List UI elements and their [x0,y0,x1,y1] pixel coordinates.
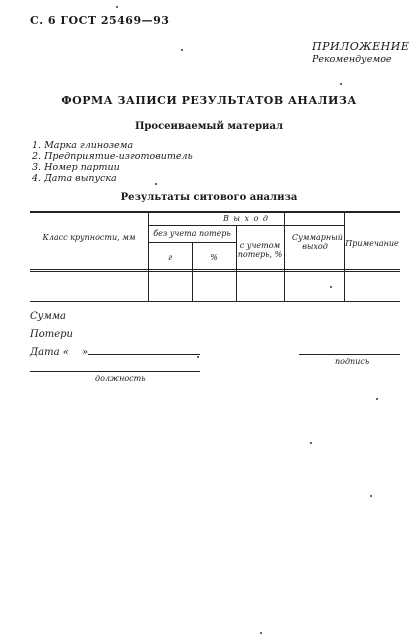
appendix-title: ПРИЛОЖЕНИЕ [312,40,410,53]
header-no-loss: без учета потерь [153,229,231,238]
position-line [30,371,200,372]
page-header: С. 6 ГОСТ 25469—93 [30,14,170,27]
scan-speck [155,183,157,185]
col-divider [192,242,193,302]
header-g: г [167,253,173,262]
date-close: » [82,347,89,358]
list-item: 3. Номер партии [32,162,120,173]
loss-label: Потери [30,329,73,340]
scan-speck [310,442,312,444]
form-title: ФОРМА ЗАПИСИ РЕЗУЛЬТАТОВ АНАЛИЗА [61,94,357,107]
table-title: Результаты ситового анализа [120,192,298,203]
signature-line [299,354,400,355]
scan-speck [330,286,332,288]
results-table [30,211,400,302]
position-label: должность [95,374,146,383]
header-with-loss: с учетом потерь, % [237,241,283,259]
col-divider [344,211,345,302]
sum-label: Сумма [30,311,66,322]
material-list [32,140,193,184]
col-divider [236,225,237,302]
list-item: 1. Марка глинозема [32,140,134,151]
scan-speck [340,83,342,85]
scan-speck [116,6,118,8]
signature-label: подпись [335,357,370,366]
material-heading: Просеиваемый материал [134,121,284,132]
scan-speck [376,398,378,400]
scan-speck [181,49,183,51]
appendix-subtitle: Рекомендуемое [312,54,392,65]
header-divider-1 [148,225,344,226]
scan-speck [370,495,372,497]
scan-speck [197,356,199,358]
scan-speck [260,632,262,634]
header-percent: % [210,253,218,262]
header-sum: Суммарный выход [292,233,343,251]
date-line [88,354,200,355]
list-item: 4. Дата выпуска [32,173,117,184]
list-item: 2. Предприятие-изготовитель [32,151,193,162]
col-divider [284,211,285,302]
header-note: Примечание [345,239,399,248]
header-class: Класс крупности, мм [42,233,136,242]
header-output: В ы х о д [223,214,269,223]
date-label: Дата « [30,347,69,358]
